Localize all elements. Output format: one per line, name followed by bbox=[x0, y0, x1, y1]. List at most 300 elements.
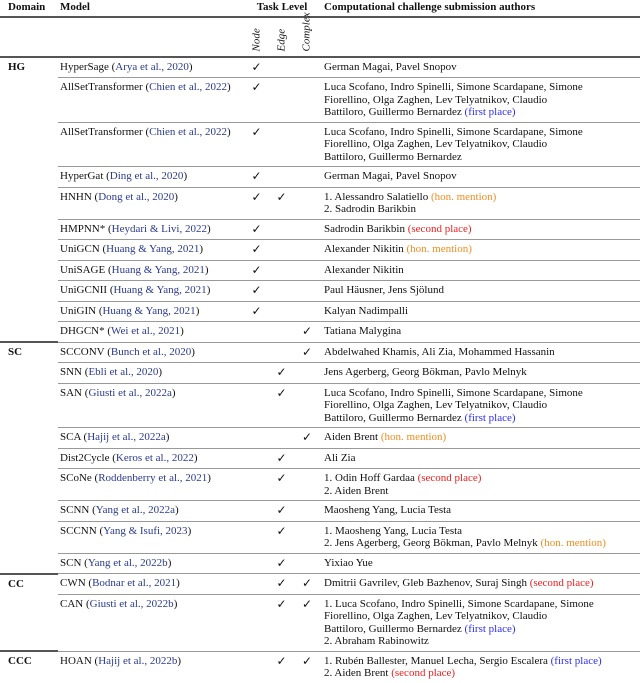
author-line bbox=[324, 655, 638, 668]
model-name: CAN bbox=[60, 597, 84, 610]
author-names: Fiorellino, Olga Zaghen, Lev Telyatnikov, Claudio bbox=[324, 399, 548, 411]
author-names: Battiloro, Guillermo Bernardez bbox=[324, 622, 465, 635]
node-cell bbox=[244, 363, 269, 384]
author-names: Paul Häusner, Jens Sjölund bbox=[324, 284, 444, 296]
model-name: SCCONV bbox=[60, 345, 105, 358]
node-cell bbox=[244, 501, 269, 522]
node-cell bbox=[244, 651, 269, 683]
author-line bbox=[324, 598, 638, 611]
domain-cell bbox=[0, 240, 58, 261]
table-row bbox=[0, 260, 640, 281]
citation-link: Huang & Yang, 2021 bbox=[113, 284, 207, 296]
author-line bbox=[324, 452, 638, 465]
check-icon: ✓ bbox=[301, 576, 313, 590]
edge-cell bbox=[269, 240, 294, 261]
check-icon: ✓ bbox=[301, 324, 313, 338]
authors-cell bbox=[320, 167, 640, 188]
author-line bbox=[324, 138, 638, 151]
node-cell bbox=[244, 594, 269, 651]
authors-cell bbox=[320, 594, 640, 651]
citation-link: Giusti et al., 2022a bbox=[88, 386, 172, 399]
empty-cell bbox=[320, 17, 640, 57]
author-line bbox=[324, 325, 638, 338]
model-name: SNN bbox=[60, 366, 83, 378]
authors-cell bbox=[320, 448, 640, 469]
model-cell: AllSetTransformer (Chien et al., 2022) bbox=[58, 78, 244, 123]
table-row bbox=[0, 553, 640, 574]
award-hon: (hon. mention) bbox=[380, 431, 447, 443]
author-names: 1. Rubén Ballester, Manuel Lecha, Sergio Escalera bbox=[324, 654, 551, 667]
citation-link: Wei et al., 2021 bbox=[111, 325, 181, 337]
complex-cell bbox=[294, 281, 320, 302]
node-cell bbox=[244, 122, 269, 167]
award-first: (first place) bbox=[550, 654, 602, 667]
author-names: German Magai, Pavel Snopov bbox=[324, 60, 457, 73]
domain-cell bbox=[0, 219, 58, 240]
edge-cell bbox=[269, 363, 294, 384]
author-line bbox=[324, 667, 638, 680]
author-line bbox=[324, 305, 638, 318]
author-line bbox=[324, 264, 638, 277]
award-second: (second place) bbox=[417, 472, 482, 484]
node-cell bbox=[244, 301, 269, 322]
award-first: (first place) bbox=[464, 106, 516, 118]
edge-cell bbox=[269, 301, 294, 322]
author-names: Fiorellino, Olga Zaghen, Lev Telyatnikov, Claudio bbox=[324, 138, 548, 150]
domain-cell: CCC bbox=[0, 651, 58, 683]
model-name: DHGCN* bbox=[60, 325, 105, 337]
complex-cell bbox=[294, 363, 320, 384]
domain-cell bbox=[0, 122, 58, 167]
edge-cell bbox=[269, 501, 294, 522]
author-names: 2. Jens Agerberg, Georg Bökman, Pavlo Melnyk bbox=[324, 537, 541, 549]
model-cell: HNHN (Dong et al., 2020) bbox=[58, 187, 244, 219]
domain-cell bbox=[0, 363, 58, 384]
complex-cell bbox=[294, 260, 320, 281]
table-row bbox=[0, 342, 640, 363]
complex-cell bbox=[294, 167, 320, 188]
edge-cell bbox=[269, 281, 294, 302]
authors-cell bbox=[320, 260, 640, 281]
authors-cell bbox=[320, 122, 640, 167]
node-cell bbox=[244, 574, 269, 595]
check-icon: ✓ bbox=[251, 221, 262, 236]
domain-cell: CC bbox=[0, 574, 58, 595]
table-body bbox=[0, 57, 640, 683]
model-cell: SCCONV (Bunch et al., 2020) bbox=[58, 342, 244, 363]
header-task-level: Task Level bbox=[244, 0, 320, 17]
complex-cell bbox=[294, 383, 320, 428]
citation-link: Keros et al., 2022 bbox=[115, 451, 194, 464]
author-line bbox=[324, 366, 638, 379]
header-domain: Domain bbox=[0, 0, 58, 17]
complex-cell bbox=[294, 322, 320, 343]
complex-cell bbox=[294, 342, 320, 363]
author-line bbox=[324, 485, 638, 498]
model-cell: AllSetTransformer (Chien et al., 2022) bbox=[58, 122, 244, 167]
domain-cell bbox=[0, 553, 58, 574]
authors-cell bbox=[320, 301, 640, 322]
node-cell bbox=[244, 383, 269, 428]
author-names: Kalyan Nadimpalli bbox=[324, 304, 409, 317]
author-names: Aiden Brent bbox=[324, 431, 381, 443]
model-cell: Dist2Cycle (Keros et al., 2022) bbox=[58, 448, 244, 469]
table-row bbox=[0, 322, 640, 343]
node-cell bbox=[244, 428, 269, 449]
check-icon: ✓ bbox=[251, 124, 262, 139]
authors-cell bbox=[320, 281, 640, 302]
complex-cell bbox=[294, 521, 320, 553]
check-icon: ✓ bbox=[251, 59, 262, 74]
complex-header-cell bbox=[294, 12, 320, 57]
authors-cell bbox=[320, 501, 640, 522]
model-cell: UniSAGE (Huang & Yang, 2021) bbox=[58, 260, 244, 281]
author-names: Battiloro, Guillermo Bernardez bbox=[324, 106, 465, 118]
domain-cell bbox=[0, 383, 58, 428]
citation-link: Ding et al., 2020 bbox=[109, 170, 184, 182]
edge-cell bbox=[269, 651, 294, 683]
citation-link: Yang et al., 2022a bbox=[95, 504, 175, 516]
table-row bbox=[0, 240, 640, 261]
author-names: Maosheng Yang, Lucia Testa bbox=[324, 504, 452, 516]
citation-link: Arya et al., 2020 bbox=[115, 60, 189, 73]
award-hon: (hon. mention) bbox=[540, 537, 606, 549]
model-name: SCoNe bbox=[60, 472, 92, 484]
domain-cell bbox=[0, 281, 58, 302]
node-cell bbox=[244, 219, 269, 240]
check-icon: ✓ bbox=[276, 189, 287, 204]
edge-cell bbox=[269, 122, 294, 167]
author-line bbox=[324, 431, 638, 444]
citation-link: Hajij et al., 2022a bbox=[87, 431, 166, 443]
model-name: HyperGat bbox=[60, 170, 104, 182]
authors-cell bbox=[320, 187, 640, 219]
edge-cell bbox=[269, 78, 294, 123]
table-row bbox=[0, 78, 640, 123]
domain-cell: SC bbox=[0, 342, 58, 363]
table-row bbox=[0, 594, 640, 651]
award-first: (first place) bbox=[464, 411, 516, 424]
author-names: 2. Abraham Rabinowitz bbox=[324, 635, 429, 647]
citation-link: Bodnar et al., 2021 bbox=[92, 577, 177, 589]
author-line bbox=[324, 623, 638, 636]
check-icon: ✓ bbox=[251, 262, 262, 277]
check-icon: ✓ bbox=[251, 189, 262, 204]
citation-link: Heydari & Livi, 2022 bbox=[111, 222, 207, 235]
model-cell: UniGCN (Huang & Yang, 2021) bbox=[58, 240, 244, 261]
citation-link: Dong et al., 2020 bbox=[98, 190, 175, 203]
table-row bbox=[0, 281, 640, 302]
domain-cell bbox=[0, 594, 58, 651]
node-cell bbox=[244, 78, 269, 123]
empty-cell bbox=[0, 17, 58, 57]
citation-link: Bunch et al., 2020 bbox=[110, 345, 192, 358]
author-names: Tatiana Malygina bbox=[324, 325, 402, 337]
domain-cell bbox=[0, 301, 58, 322]
edge-cell bbox=[269, 322, 294, 343]
node-cell bbox=[244, 260, 269, 281]
check-icon: ✓ bbox=[251, 80, 262, 94]
author-names: Dmitrii Gavrilev, Gleb Bazhenov, Suraj Singh bbox=[324, 577, 530, 589]
table-row bbox=[0, 167, 640, 188]
author-line bbox=[324, 346, 638, 359]
author-names: 1. Maosheng Yang, Lucia Testa bbox=[324, 524, 463, 537]
author-names: 1. Luca Scofano, Indro Spinelli, Simone Scardapane, Simone bbox=[324, 597, 594, 610]
complex-cell bbox=[294, 553, 320, 574]
node-header-cell bbox=[244, 17, 269, 57]
author-line bbox=[324, 203, 638, 216]
table-row bbox=[0, 122, 640, 167]
check-icon: ✓ bbox=[301, 430, 313, 444]
author-names: Luca Scofano, Indro Spinelli, Simone Scardapane, Simone bbox=[324, 81, 583, 93]
citation-link: Yang & Isufi, 2023 bbox=[103, 524, 188, 537]
edge-cell bbox=[269, 383, 294, 428]
domain-cell bbox=[0, 78, 58, 123]
edge-cell bbox=[269, 594, 294, 651]
complex-cell bbox=[294, 651, 320, 683]
model-name: UniGIN bbox=[60, 304, 97, 317]
header-node: Node bbox=[250, 28, 262, 52]
node-cell bbox=[244, 553, 269, 574]
author-line bbox=[324, 94, 638, 107]
model-cell: CAN (Giusti et al., 2022b) bbox=[58, 594, 244, 651]
author-names: Battiloro, Guillermo Bernardez bbox=[324, 150, 462, 163]
award-second: (second place) bbox=[529, 577, 594, 589]
author-line bbox=[324, 223, 638, 236]
award-second: (second place) bbox=[391, 667, 456, 679]
author-line bbox=[324, 106, 638, 119]
author-names: Battiloro, Guillermo Bernardez bbox=[324, 411, 465, 424]
author-line bbox=[324, 577, 638, 590]
edge-cell bbox=[269, 574, 294, 595]
model-name: SCN bbox=[60, 556, 82, 569]
edge-cell bbox=[269, 167, 294, 188]
table-row bbox=[0, 521, 640, 553]
citation-link: Hajij et al., 2022b bbox=[98, 654, 178, 667]
table-row bbox=[0, 301, 640, 322]
author-line bbox=[324, 170, 638, 183]
domain-cell bbox=[0, 322, 58, 343]
domain-cell bbox=[0, 501, 58, 522]
authors-cell bbox=[320, 469, 640, 501]
edge-cell bbox=[269, 342, 294, 363]
award-first: (first place) bbox=[464, 622, 516, 635]
check-icon: ✓ bbox=[251, 283, 262, 297]
model-name: HyperSage bbox=[60, 60, 109, 73]
model-cell: SAN (Giusti et al., 2022a) bbox=[58, 383, 244, 428]
node-cell bbox=[244, 469, 269, 501]
model-cell: SCN (Yang et al., 2022b) bbox=[58, 553, 244, 574]
author-names: Alexander Nikitin bbox=[324, 243, 407, 255]
check-icon: ✓ bbox=[276, 385, 287, 400]
author-names: Ali Zia bbox=[324, 451, 356, 464]
domain-cell: HG bbox=[8, 60, 26, 73]
author-line bbox=[324, 284, 638, 297]
domain-cell bbox=[0, 187, 58, 219]
check-icon: ✓ bbox=[276, 576, 287, 590]
model-name: CWN bbox=[60, 577, 86, 589]
award-hon: (hon. mention) bbox=[406, 243, 472, 255]
model-name: HOAN bbox=[60, 654, 92, 667]
author-line bbox=[324, 387, 638, 400]
check-icon: ✓ bbox=[301, 344, 313, 359]
edge-cell bbox=[269, 219, 294, 240]
model-name: AllSetTransformer bbox=[60, 81, 143, 93]
author-names: Jens Agerberg, Georg Bökman, Pavlo Melnyk bbox=[324, 366, 527, 378]
author-line bbox=[324, 61, 638, 74]
award-hon: (hon. mention) bbox=[430, 190, 497, 203]
model-cell: HyperSage (Arya et al., 2020) bbox=[58, 57, 244, 78]
author-names: Alexander Nikitin bbox=[324, 263, 404, 276]
edge-cell bbox=[269, 428, 294, 449]
author-line bbox=[324, 557, 638, 570]
edge-header-cell bbox=[269, 17, 294, 57]
table-row bbox=[0, 57, 640, 78]
authors-cell bbox=[320, 342, 640, 363]
author-line bbox=[324, 151, 638, 164]
complex-cell bbox=[294, 448, 320, 469]
author-names: Luca Scofano, Indro Spinelli, Simone Scardapane, Simone bbox=[324, 125, 583, 138]
authors-cell bbox=[320, 383, 640, 428]
model-cell: HyperGat (Ding et al., 2020) bbox=[58, 167, 244, 188]
model-name: SCCNN bbox=[60, 524, 97, 537]
domain-cell bbox=[0, 521, 58, 553]
header-row bbox=[0, 0, 640, 17]
author-names: 1. Odin Hoff Gardaa bbox=[324, 472, 418, 484]
check-icon: ✓ bbox=[251, 303, 262, 318]
table-row bbox=[0, 448, 640, 469]
model-cell: CWN (Bodnar et al., 2021) bbox=[58, 574, 244, 595]
authors-cell bbox=[320, 57, 640, 78]
model-name: SAN bbox=[60, 386, 83, 399]
table-row bbox=[0, 363, 640, 384]
node-cell bbox=[244, 322, 269, 343]
check-icon: ✓ bbox=[276, 653, 287, 668]
citation-link: Huang & Yang, 2021 bbox=[106, 243, 200, 255]
authors-cell bbox=[320, 363, 640, 384]
citation-link: Huang & Yang, 2021 bbox=[102, 304, 196, 317]
header-edge: Edge bbox=[275, 28, 287, 52]
model-cell: HOAN (Hajij et al., 2022b) bbox=[58, 651, 244, 683]
citation-link: Chien et al., 2022 bbox=[149, 125, 228, 138]
author-line bbox=[324, 525, 638, 538]
model-name: SCNN bbox=[60, 504, 90, 516]
complex-cell bbox=[294, 219, 320, 240]
citation-link: Huang & Yang, 2021 bbox=[111, 263, 205, 276]
table-row bbox=[0, 574, 640, 595]
model-cell: UniGCNII (Huang & Yang, 2021) bbox=[58, 281, 244, 302]
complex-cell bbox=[294, 240, 320, 261]
author-names: Luca Scofano, Indro Spinelli, Simone Scardapane, Simone bbox=[324, 386, 583, 399]
author-names: Yixiao Yue bbox=[324, 556, 373, 569]
domain-cell bbox=[0, 469, 58, 501]
complex-cell bbox=[294, 122, 320, 167]
header-authors: Computational challenge submission authors bbox=[320, 0, 640, 17]
table-row bbox=[0, 383, 640, 428]
table-row bbox=[0, 651, 640, 683]
table-row bbox=[0, 428, 640, 449]
author-line bbox=[324, 472, 638, 485]
complex-cell bbox=[294, 428, 320, 449]
authors-cell bbox=[320, 322, 640, 343]
edge-cell bbox=[269, 260, 294, 281]
model-cell: SNN (Ebli et al., 2020) bbox=[58, 363, 244, 384]
complex-cell bbox=[294, 78, 320, 123]
author-line bbox=[324, 610, 638, 623]
author-line bbox=[324, 635, 638, 648]
complex-cell bbox=[294, 469, 320, 501]
complex-cell bbox=[294, 501, 320, 522]
citation-link: Yang et al., 2022b bbox=[87, 556, 168, 569]
author-line bbox=[324, 243, 638, 256]
table-row bbox=[0, 469, 640, 501]
table-row bbox=[0, 219, 640, 240]
domain-cell bbox=[0, 428, 58, 449]
domain-cell bbox=[0, 167, 58, 188]
node-cell bbox=[244, 240, 269, 261]
model-cell: SCA (Hajij et al., 2022a) bbox=[58, 428, 244, 449]
author-names: 2. Aiden Brent bbox=[324, 484, 389, 497]
author-line bbox=[324, 81, 638, 94]
authors-cell bbox=[320, 521, 640, 553]
model-name: UniSAGE bbox=[60, 263, 106, 276]
header-model: Model bbox=[58, 0, 244, 17]
author-names: Abdelwahed Khamis, Ali Zia, Mohammed Hassanin bbox=[324, 345, 555, 358]
citation-link: Roddenberry et al., 2021 bbox=[98, 472, 208, 484]
node-cell bbox=[244, 57, 269, 78]
author-names: Fiorellino, Olga Zaghen, Lev Telyatnikov, Claudio bbox=[324, 93, 548, 106]
model-name: SCA bbox=[60, 431, 81, 443]
author-names: Fiorellino, Olga Zaghen, Lev Telyatnikov, Claudio bbox=[324, 610, 548, 622]
citation-link: Ebli et al., 2020 bbox=[88, 366, 159, 378]
authors-cell bbox=[320, 219, 640, 240]
check-icon: ✓ bbox=[276, 365, 287, 379]
author-line bbox=[324, 126, 638, 139]
edge-cell bbox=[269, 448, 294, 469]
model-cell: UniGIN (Huang & Yang, 2021) bbox=[58, 301, 244, 322]
author-line bbox=[324, 191, 638, 204]
node-cell bbox=[244, 448, 269, 469]
model-cell: SCNN (Yang et al., 2022a) bbox=[58, 501, 244, 522]
table-row bbox=[0, 187, 640, 219]
authors-cell bbox=[320, 651, 640, 683]
check-icon: ✓ bbox=[251, 169, 262, 183]
author-line bbox=[324, 412, 638, 425]
subheader-row bbox=[0, 17, 640, 57]
edge-cell bbox=[269, 57, 294, 78]
check-icon: ✓ bbox=[276, 555, 287, 570]
check-icon: ✓ bbox=[276, 450, 287, 465]
node-cell bbox=[244, 281, 269, 302]
complex-cell bbox=[294, 574, 320, 595]
table-row bbox=[0, 501, 640, 522]
model-name: UniGCN bbox=[60, 243, 100, 255]
node-cell bbox=[244, 187, 269, 219]
complex-cell bbox=[294, 187, 320, 219]
complex-cell bbox=[294, 301, 320, 322]
node-cell bbox=[244, 342, 269, 363]
model-name: Dist2Cycle bbox=[60, 451, 110, 464]
domain-cell bbox=[0, 260, 58, 281]
check-icon: ✓ bbox=[301, 653, 313, 668]
header-complex: Complex bbox=[300, 12, 313, 52]
author-line bbox=[324, 504, 638, 517]
model-name: AllSetTransformer bbox=[60, 125, 143, 138]
edge-cell bbox=[269, 553, 294, 574]
complex-cell bbox=[294, 57, 320, 78]
award-second: (second place) bbox=[407, 222, 472, 235]
node-cell bbox=[244, 167, 269, 188]
